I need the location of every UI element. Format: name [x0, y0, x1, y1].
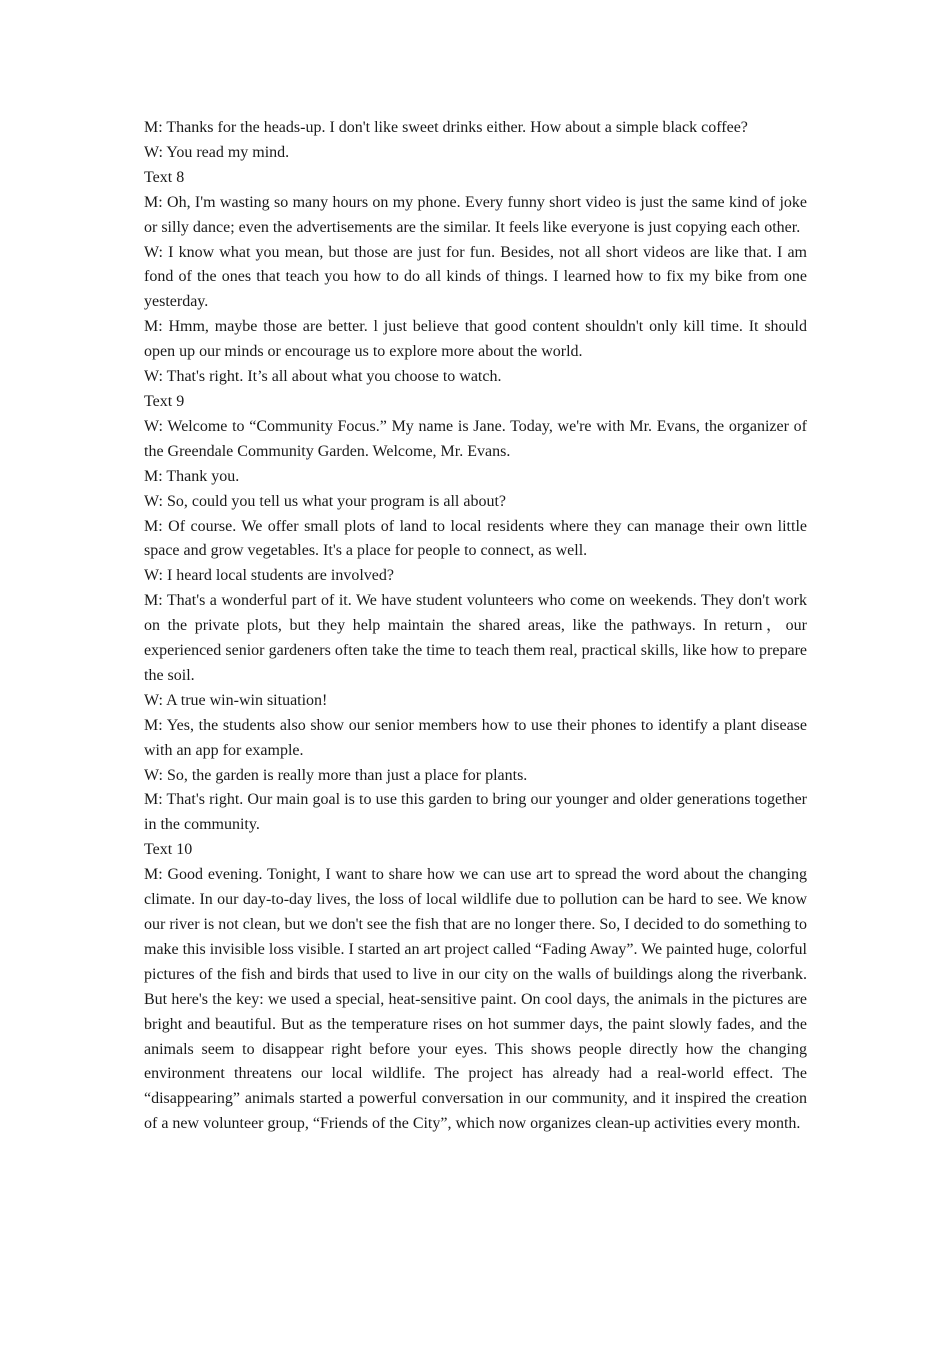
dialogue-line: W: That's right. It’s all about what you choose to watch. [144, 368, 502, 386]
section-heading-text-10: Text 10 [144, 841, 193, 859]
dialogue-line: W: You read my mind. [144, 143, 290, 161]
section-heading-text-8: Text 8 [144, 168, 185, 186]
dialogue-line: M: Hmm, maybe those are better. l just believe that good content shouldn't only kill time. It should open up our minds or encourage us to explore more about the world. [144, 318, 807, 361]
dialogue-line: W: A true win-win situation! [144, 691, 328, 709]
dialogue-line: W: I heard local students are involved? [144, 567, 394, 585]
dialogue-line: M: Yes, the students also show our senior members how to use their phones to identify a plant disease with an app for example. [144, 716, 807, 759]
section-heading-text-9: Text 9 [144, 392, 185, 410]
dialogue-line: M: Of course. We offer small plots of land to local residents where they can manage their own little space and grow vegetables. It's a place for people to connect, as well. [144, 517, 807, 560]
document-page [144, 116, 807, 1137]
dialogue-line: M: That's a wonderful part of it. We have student volunteers who come on weekends. They don't work on the private plots, but they help maintain the shared areas, like the pathways. In return，our experienced senior gardeners often take the time to teach them real, practical skills, like how to prepare the soil. [144, 592, 807, 684]
monologue-paragraph: M: Good evening. Tonight, I want to share how we can use art to spread the word about the changing climate. In our day-to-day lives, the loss of local wildlife due to pollution can be hard to see. We know our river is not clean, but we don't see the fish that are no longer there. So, I decided to do something to make this invisible loss visible. I started an art project called “Fading Away”. We painted huge, colorful pictures of the fish and birds that used to live in our city on the walls of buildings along the riverbank. But here's the key: we used a special, heat-sensitive paint. On cool days, the animals in the pictures are bright and beautiful. But as the temperature rises on hot summer days, the paint slowly fades, and the animals seem to disappear right before your eyes. This shows people directly how the changing environment threatens our local wildlife. The project has already had a real-world effect. The “disappearing” animals started a powerful conversation in our community, and it inspired the creation of a new volunteer group, “Friends of the City”, which now organizes clean-up activities every month. [144, 866, 807, 1133]
dialogue-line: W: Welcome to “Community Focus.” My name is Jane. Today, we're with Mr. Evans, the organizer of the Greendale Community Garden. Welcome, Mr. Evans. [144, 417, 807, 460]
dialogue-line: W: I know what you mean, but those are just for fun. Besides, not all short videos are like that. I am fond of the ones that teach you how to do all kinds of things. I learned how to fix my bike from one yesterday. [144, 243, 807, 311]
dialogue-line: M: Oh, I'm wasting so many hours on my phone. Every funny short video is just the same kind of joke or silly dance; even the advertisements are the similar. It feels like everyone is just copying each other. [144, 193, 807, 236]
dialogue-line: W: So, the garden is really more than just a place for plants. [144, 766, 528, 784]
dialogue-line: M: That's right. Our main goal is to use this garden to bring our younger and older generations together in the community. [144, 791, 807, 834]
dialogue-line: W: So, could you tell us what your program is all about? [144, 492, 507, 510]
dialogue-line: M: Thank you. [144, 467, 240, 485]
dialogue-line: M: Thanks for the heads-up. I don't like sweet drinks either. How about a simple black coffee? [144, 119, 748, 136]
